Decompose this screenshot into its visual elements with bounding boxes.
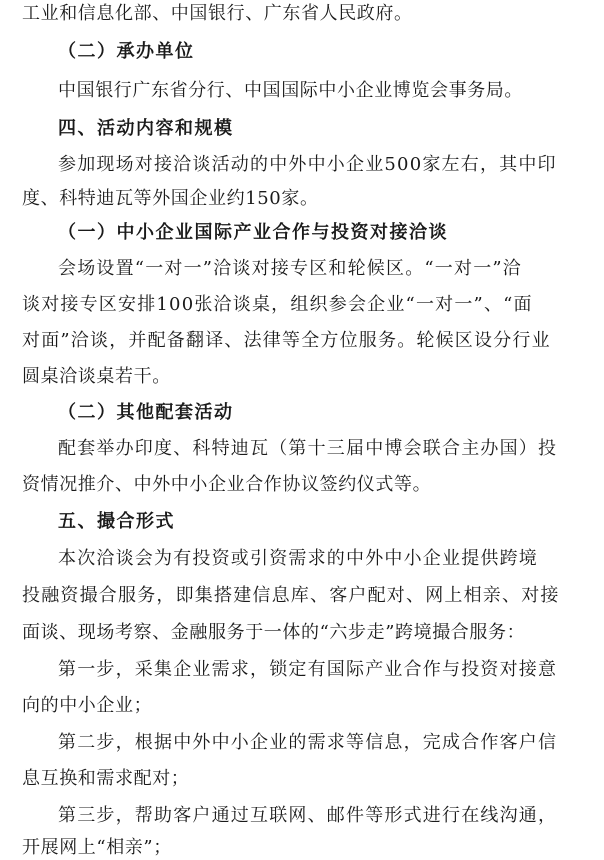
body-text-line: 谈对接专区安排100张洽谈桌，组织参会企业“一对一”、“面 bbox=[22, 294, 533, 315]
body-text-line: 第三步，帮助客户通过互联网、邮件等形式进行在线沟通， bbox=[58, 805, 558, 826]
sub-heading: （二）承办单位 bbox=[58, 41, 195, 62]
body-text-line: 第一步，采集企业需求，锁定有国际产业合作与投资对接意 bbox=[58, 659, 558, 680]
body-text-line: 开展网上“相亲”； bbox=[22, 837, 172, 858]
body-text-line: 会场设置“一对一”洽谈对接专区和轮候区。“一对一”洽 bbox=[58, 258, 523, 279]
body-text-line: 投融资撮合服务，即集搭建信息库、客户配对、网上相亲、对接 bbox=[22, 585, 560, 606]
body-text-line: 工业和信息化部、中国银行、广东省人民政府。 bbox=[22, 3, 413, 24]
body-text-line: 向的中小企业； bbox=[22, 695, 153, 716]
body-text-line: 息互换和需求配对； bbox=[22, 768, 190, 789]
section-heading: 五、撮合形式 bbox=[58, 511, 175, 532]
body-text-line: 中国银行广东省分行、中国国际中小企业博览会事务局。 bbox=[58, 80, 523, 101]
sub-heading: （二）其他配套活动 bbox=[58, 402, 234, 423]
body-text-line: 参加现场对接洽谈活动的中外中小企业500家左右，其中印 bbox=[58, 154, 557, 175]
body-text-line: 面谈、现场考察、金融服务于一体的“六步走”跨境撮合服务： bbox=[22, 622, 526, 643]
body-text-line: 圆桌洽谈桌若干。 bbox=[22, 366, 171, 387]
body-text-line: 配套举办印度、科特迪瓦（第十三届中博会联合主办国）投 bbox=[58, 438, 558, 459]
body-text-line: 对面”洽谈，并配备翻译、法律等全方位服务。轮候区设分行业 bbox=[22, 330, 551, 351]
body-text-line: 度、科特迪瓦等外国企业约150家。 bbox=[22, 188, 319, 209]
body-text-line: 第二步，根据中外中小企业的需求等信息，完成合作客户信 bbox=[58, 732, 558, 753]
body-text-line: 本次洽谈会为有投资或引资需求的中外中小企业提供跨境 bbox=[58, 548, 538, 569]
sub-heading: （一）中小企业国际产业合作与投资对接洽谈 bbox=[58, 222, 448, 243]
section-heading: 四、活动内容和规模 bbox=[58, 118, 234, 139]
body-text-line: 资情况推介、中外中小企业合作协议签约仪式等。 bbox=[22, 474, 432, 495]
